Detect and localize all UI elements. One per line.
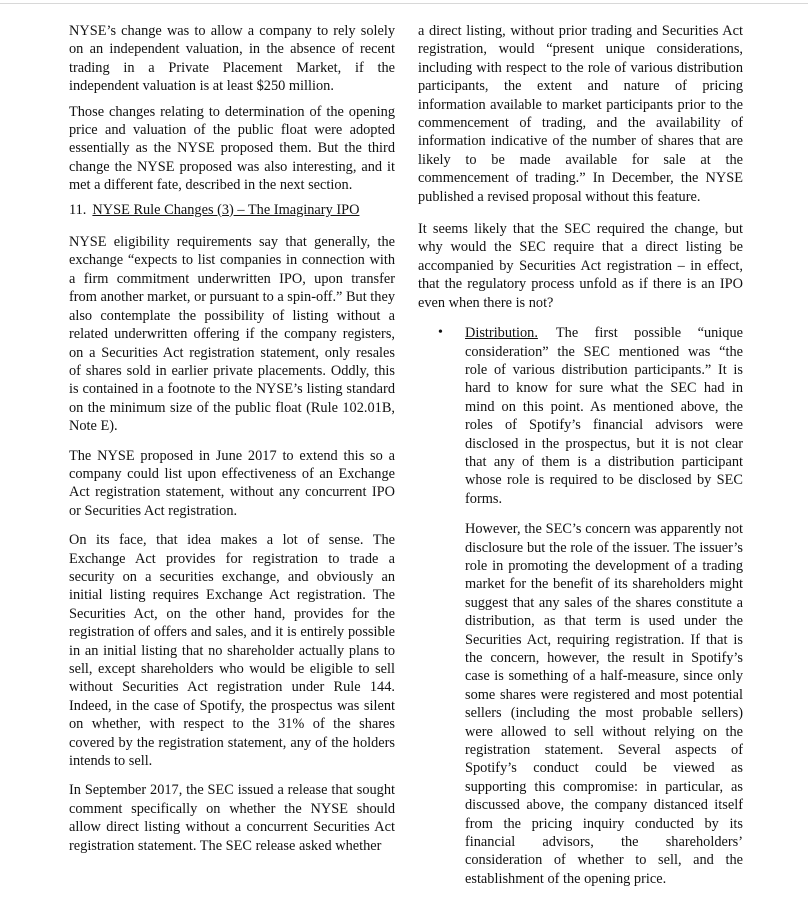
paragraph: In September 2017, the SEC issued a release that sought comment specifically on whether the NYSE should allow direct listing without a concurrent Securities Act registration statement. The SEC release asked whether: [69, 782, 395, 854]
paragraph: The NYSE proposed in June 2017 to extend this so a company could list upon effectiveness of an Exchange Act registration statement, without any concurrent IPO or Securities Act registration.: [69, 447, 395, 519]
top-divider: [0, 3, 808, 4]
bullet-continuation-paragraph: However, the SEC’s concern was apparently not disclosure but the role of the issuer. The issuer’s role in promoting the development of a trading market for the benefit of its shareholders might suggest that any sales of the shares constitute a distribution, as that term is used under the Securities Act, requiring registration. If that is the concern, however, the result in Spotify’s case is something of a half-measure, since only some shares were registered and most potential sellers (including the most probable sellers) were allowed to sell without relying on the registration statement. Several aspects of Spotify’s conduct could be viewed as supporting this compromise: in particular, as discussed above, the company distanced itself from the pricing inquiry conducted by its financial advisors, the shareholders’ consideration of whether to sell, and the establishment of the opening price.: [465, 521, 743, 887]
section-number: 11.: [69, 201, 87, 218]
bullet-paragraph: [465, 324, 743, 508]
section-title: NYSE Rule Changes (3) – The Imaginary IPO: [92, 201, 360, 218]
paragraph: It seems likely that the SEC required the change, but why would the SEC require that a direct listing be accompanied by Securities Act registration – in effect, that the regulatory process unfold as if there is an IPO even when there is not?: [418, 221, 743, 311]
bullet-lead-term: Distribution.: [465, 325, 538, 342]
bullet-text: The first possible “unique consideration” the SEC mentioned was “the role of various distribution participants.” It is hard to know for sure what the SEC had in mind on this point. As mentioned above, the roles of Spotify’s financial advisors were disclosed in the prospectus, but it is not clear that any of them is a distribution participant whose role is required to be disclosed by SEC forms.: [465, 325, 743, 507]
paragraph: Those changes relating to determination of the opening price and valuation of the public float were adopted essentially as the NYSE proposed them. But the third change the NYSE proposed was also interesting, and it met a different fate, described in the next section.: [69, 103, 395, 194]
bullet-item-distribution: [418, 324, 743, 888]
section-heading: [69, 201, 395, 219]
right-column: [418, 22, 743, 899]
paragraph: NYSE eligibility requirements say that generally, the exchange “expects to list companies in connection with a firm commitment underwritten IPO, upon transfer from another market, or pursuant to a spin-off.” But they also contemplate the possibility of listing without a related underwritten offering if the company registers, on a Securities Act registration statement, only resales of shares sold in earlier private placements. Oddly, this is contained in a footnote to the NYSE’s listing standard on the minimum size of the public float (Rule 102.01B, Note E).: [69, 234, 395, 435]
paragraph: NYSE’s change was to allow a company to rely solely on an independent valuation, in the absence of recent trading in a Private Placement Market, if the independent valuation is at least $250 million.: [69, 23, 395, 95]
left-column: [69, 22, 395, 866]
paragraph: On its face, that idea makes a lot of sense. The Exchange Act provides for registration to trade a security on a securities exchange, and obviously an initial listing requires Exchange Act registration. The Securities Act, on the other hand, provides for the registration of offers and sales, and it is entirely possible in an initial listing that no shareholder actually plans to sell, except shareholders who would be eligible to sell without Securities Act registration under Rule 144. Indeed, in the case of Spotify, the prospectus was silent on whether, with respect to the 31% of the shares covered by the registration statement, any of the holders intends to sell.: [69, 532, 395, 770]
paragraph: a direct listing, without prior trading and Securities Act registration, would “present unique considerations, including with respect to the role of various distribution participants, the extent and nature of pricing information available to market participants prior to the commencement of trading, and the availability of information indicative of the number of shares that are likely to be made available for sale at the commencement of trading.” In December, the NYSE published a revised proposal without this feature.: [418, 23, 743, 205]
bullet-icon: •: [438, 325, 443, 341]
